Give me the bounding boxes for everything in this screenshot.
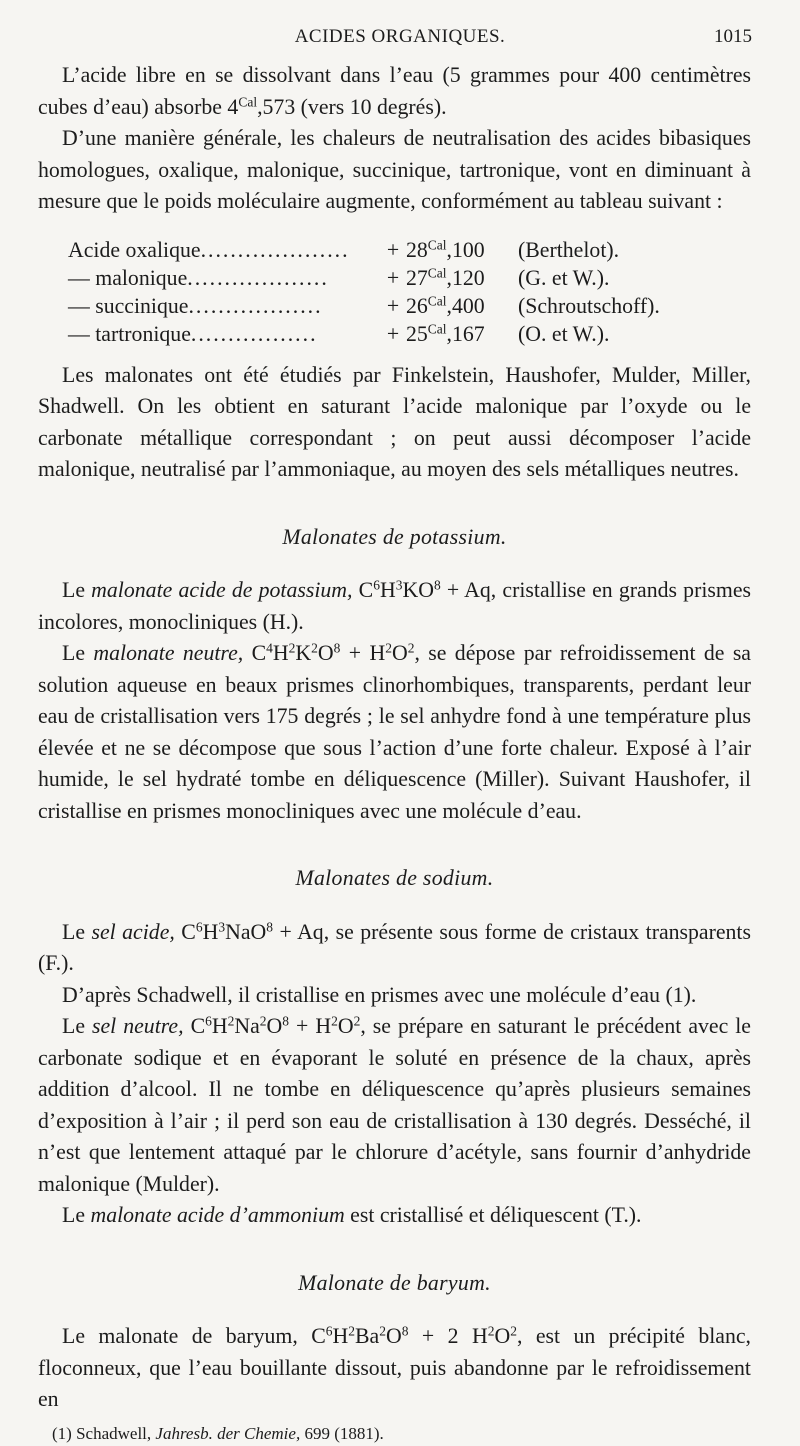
footnote-ref: (1)	[665, 982, 691, 1007]
running-header	[0, 26, 800, 52]
paragraph: Le malonate de baryum, $C^6H^2Ba^2O^8 + 2$ $H^2O^2$, est un précipité blanc, floconneux, que l’eau bouillante dissout, puis abandonne par le refroidissement en	[38, 1323, 752, 1411]
paragraph: D’après Schadwell, il cristallise en prismes avec une molécule d’eau (1).	[62, 982, 697, 1007]
heat-table	[38, 236, 751, 348]
paragraph: L’acide libre en se dissolvant dans l’eau (5 grammes pour 400 centimètres cubes d’eau) absorbe $4^{Cal},573$ (vers 10 degrés).	[38, 63, 751, 119]
paragraph: Le sel acide, $C^6H^3NaO^8 + Aq$, se présente sous forme de cristaux transparents (F.).	[38, 919, 751, 975]
section-heading: Malonates de sodium.	[295, 866, 494, 890]
table-row: — succinique.................. + $26^{Cal},400$ (Schroutschoff).	[68, 293, 660, 318]
table-row: Acide oxalique.................... + $28^{Cal},100$ (Berthelot).	[68, 237, 620, 262]
paragraph: Le malonate acide d’ammonium est cristallisé et déliquescent (T.).	[62, 1203, 642, 1227]
table-row: — malonique................... + $27^{Cal},120$ (G. et W.).	[68, 265, 610, 290]
paragraph: Le sel neutre, $C^6H^2Na^2O^8 + H^2O^2$, se prépare en saturant le précédent avec le carbonate sodique et en évaporant le soluté en présence de la chaux, après addition d’alcool. Il ne tombe en déliquescence qu’après plusieurs semaines d’exposition à l’air ; il perd son eau de cristallisation à 130 degrés. Desséché, il n’est que lentement attaqué par le chlorure d’acétyle, sans fournir d’anhydride malonique (Mulder).	[38, 1013, 751, 1196]
body-text	[38, 60, 751, 1446]
paragraph: Les malonates ont été étudiés par Finkelstein, Haushofer, Mulder, Miller, Shadwell. On les obtient en saturant l’acide malonique par l’oxyde ou le carbonate métallique correspondant ; on peut aussi décomposer l’acide malonique, neutralisé par l’ammoniaque, au moyen des sels métalliques neutres.	[38, 362, 751, 481]
page-number: 1015	[714, 26, 752, 47]
section-heading: Malonate de baryum.	[298, 1270, 491, 1295]
paragraph: D’une manière générale, les chaleurs de neutralisation des acides bibasiques homologues, oxalique, malonique, succinique, tartronique, vont en diminuant à mesure que le poids moléculaire augmente, conformément au tableau suivant :	[38, 126, 751, 213]
paragraph: Le malonate acide de potassium, $C^6H^3KO^8 + Aq$, cristallise en grands prismes incolores, monocliniques (H.).	[38, 577, 751, 634]
section-heading: Malonates de potassium.	[282, 524, 507, 549]
table-row: — tartronique................. + $25^{Cal},167$ (O. et W.).	[68, 321, 610, 346]
paragraph: Le malonate neutre, $C^4H^2K^2O^8 + H^2O^2$, se dépose par refroidissement de sa solution aqueuse en beaux prismes clinorhombiques, transparents, perdant leur eau de cristallisation vers 175 degrés ; le sel anhydre fond à une température plus élevée et ne se décompose que sous l’action d’une forte chaleur. Exposé à l’air humide, le sel hydraté tombe en déliquescence (Miller). Suivant Haushofer, il cristallise en prismes monocliniques avec une molécule d’eau.	[38, 640, 751, 823]
footnote: (1) Schadwell, Jahresb. der Chemie, 699 (1881).	[52, 1423, 384, 1443]
header-title: ACIDES ORGANIQUES.	[294, 26, 506, 47]
